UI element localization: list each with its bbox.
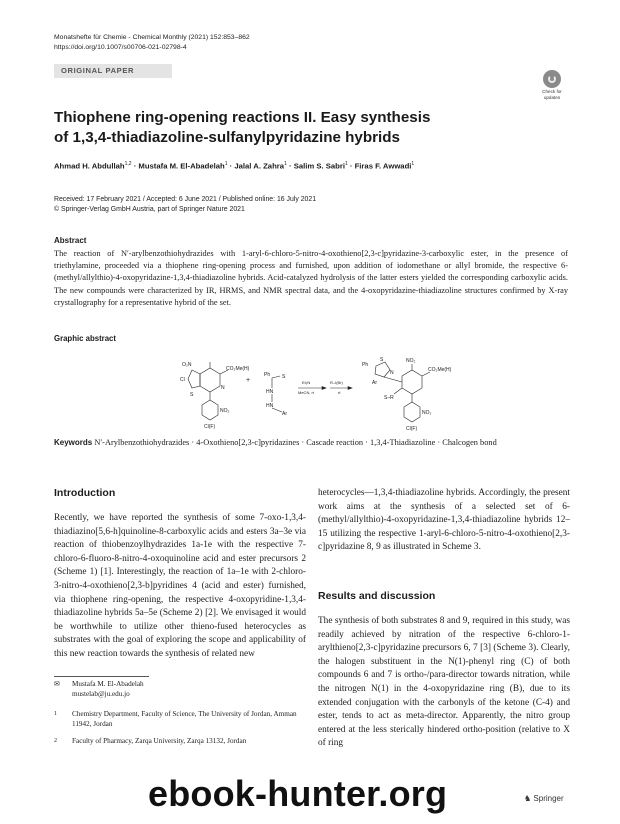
abstract-heading: Abstract <box>54 236 87 245</box>
author-name[interactable]: Mustafa M. El-Abadelah <box>138 161 225 171</box>
check-for-updates-badge[interactable] <box>536 70 568 100</box>
label-hn-2: HN <box>266 403 274 409</box>
label-s-thio: S <box>282 374 286 380</box>
label-no2-top: O₂N <box>182 362 192 368</box>
label-ester-1: CO₂Me(H) <box>226 366 250 372</box>
label-cl: Cl <box>180 377 185 383</box>
corresponding-email[interactable]: mustelab@ju.edu.jo <box>72 689 130 698</box>
introduction-heading: Introduction <box>54 487 116 499</box>
author-list: Ahmad H. Abdullah$^{1,2}$ · Mustafa M. El-Abadelah$^1$ · Jalal A. Zahra$^1$ · Salim S. Sabri$^1$ · Firas F. Awwadi$^1$ <box>54 161 415 171</box>
label-ar-2: Ar <box>372 380 377 386</box>
label-no2-product-ring: NO₂ <box>422 410 432 416</box>
publisher-name: Springer <box>533 794 564 803</box>
affiliation-number: 1 <box>54 711 57 717</box>
abstract-text: The reaction of N′-arylbenzothiohydrazides with 1-aryl-6-chloro-5-nitro-4-oxothieno[2,3-c]pyridazine-3-carboxylic ester, in the presence of triethylamine, proceeded via a thiophene ring-opening process and furnished, upon addition of iodomethane or allyl bromide, the respective 6-(methyl/allylthio)-4-oxopyridazine-1,3,4-thiadiazoline hybrids. Acid-catalyzed hydrolysis of the latter esters yielded the corresponding carboxylic acids. The new compounds were characterized by IR, HRMS, and NMR spectral data, and the 4-oxopyridazine-thiadiazoline structures confirmed by X-ray crystallography for a representative hybrid of the set. <box>54 249 568 307</box>
title-line-2: of 1,3,4-thiadiazoline-sulfanylpyridazine hybrids <box>54 129 401 146</box>
author-name[interactable]: Firas F. Awwadi <box>354 161 412 171</box>
introduction-text <box>54 512 306 662</box>
watermark: ebook-hunter.org <box>148 773 448 814</box>
publisher-logo <box>524 794 564 803</box>
title-line-1: Thiophene ring-opening reactions II. Easy synthesis <box>54 109 431 126</box>
reagent-alkyl-halide: R–I(Br) <box>330 380 343 385</box>
copyright-line: © Springer-Verlag GmbH Austria, part of Springer Nature 2021 <box>54 206 245 213</box>
author-affiliation: 1 <box>224 161 228 167</box>
label-ester-2: CO₂Me(H) <box>428 367 452 373</box>
corresponding-author: Mustafa M. El-Abadelah <box>72 680 144 688</box>
affiliation-2 <box>54 737 306 747</box>
keywords <box>54 437 568 449</box>
journal-citation: Monatshefte für Chemie - Chemical Monthly (2021) 152:853–862 <box>54 34 250 41</box>
check-updates-icon <box>543 70 561 88</box>
plus-sign: + <box>246 377 251 384</box>
author-affiliation: 1,2 <box>124 161 132 167</box>
keywords-text: N′-Arylbenzothiohydrazides · 4-Oxothieno[2,3-c]pyridazines · Cascade reaction · 1,3,4-Thiadiazoline · Chalcogen bond <box>94 438 497 447</box>
introduction-paragraph: Recently, we have reported the synthesis of some 7-oxo-1,3,4-thiadiazino[5,6-h]quinoline-8-carboxylic acids and esters 3a–3e via reaction of thiobenzoylhydrazides 1a-1e with the respective 7-chloro-6-fluoro-8-nitro-4-oxoquinoline acid and ester precursors 2 (Scheme 1) [1]. Interestingly, the reaction of 1a–1e with 2-chloro-3-nitro-4-oxothieno[2,3-b]pyridines 4 (acid and ester) furnished, via thiophene ring-opening, the respective 4-oxopyridine-1,3,4-thiadiazoline hybrids 5a–5e (Scheme 2) [2]. We envisaged it would be worthwhile to utilize other thieno-fused heterocycles as substrates with the goal of exploring the scope and applicability of this new reaction towards the synthesis of related new <box>54 513 306 659</box>
check-updates-line1: Check for <box>542 89 562 94</box>
label-ph-2: Ph <box>362 362 369 368</box>
author-affiliation: 1 <box>411 161 415 167</box>
label-clf-1: Cl(F) <box>204 424 216 430</box>
intro-continuation <box>318 487 570 555</box>
author-affiliation: 1 <box>344 161 348 167</box>
article-type-badge: ORIGINAL PAPER <box>54 64 172 78</box>
author-name[interactable]: Ahmad H. Abdullah <box>54 161 125 171</box>
thiohydrazide <box>272 376 282 412</box>
label-ar-1: Ar <box>282 411 287 417</box>
label-s-1: S <box>190 392 194 398</box>
label-s-2: S <box>380 357 384 363</box>
intro-continuation-paragraph: heterocycles—1,3,4-thiadiazoline hybrids. Accordingly, the present work aims at the synthesis of a selected set of 6-(methyl/allylthio)-4-oxopyridazine-1,3,4-thiadiazoline hybrids 12–15 utilizing the respective 1-aryl-6-chloro-5-nitro-4-oxothieno[2,3-c]pyridazine 8, 9 as illustrated in Scheme 3. <box>318 488 570 553</box>
label-ph: Ph <box>264 372 271 378</box>
affiliation-1 <box>54 710 306 729</box>
author-name[interactable]: Jalal A. Zahra <box>234 161 285 171</box>
label-no2-ring: NO₂ <box>220 408 230 414</box>
label-s-r: S–R <box>384 395 394 401</box>
author-name[interactable]: Salim S. Sabri <box>293 161 345 171</box>
springer-horse-icon: ♞ <box>524 794 532 803</box>
graphic-abstract-heading: Graphic abstract <box>54 334 116 343</box>
footnote-rule <box>54 676 149 677</box>
results-paragraph: The synthesis of both substrates 8 and 9, required in this study, was readily achieved by nitration of the respective 6-chloro-1-arylthieno[2,3-c]pyridazine precursors 6, 7 [3] (Scheme 3). Clearly, the halogen substituent in the N(1)-phenyl ring (C) of both compounds 6 and 7 is ortho-/para-director towards nitration, while the nitrogen N(1) in the 4-oxopyridazine ring (B), due to its extended conjugation with the carbonyls of the ketone (C-4) and ester, tends to act as meta-director. Apparently, the nitro group entered at the less sterically hindered ortho-position (relative to X of ring <box>318 616 570 749</box>
affiliation-number: 2 <box>54 738 57 744</box>
affiliation-text: Chemistry Department, Faculty of Science, The University of Jordan, Amman 11942, Jordan <box>72 710 297 728</box>
doi-line[interactable]: https://doi.org/10.1007/s00706-021-02798-4 <box>54 44 187 51</box>
label-n-1: N <box>221 385 225 391</box>
label-hn-1: HN <box>266 389 274 395</box>
affiliation-text: Faculty of Pharmacy, Zarqa University, Zarqa 13132, Jordan <box>72 737 247 745</box>
history-dates: Received: 17 February 2021 / Accepted: 6 June 2021 / Published online: 16 July 2021 <box>54 196 317 203</box>
reaction-scheme <box>180 352 460 432</box>
check-updates-line2: updates <box>543 95 561 100</box>
keywords-label: Keywords <box>54 438 93 447</box>
reagent-et3n: Et₃N <box>302 380 311 385</box>
label-no2-product: NO₂ <box>406 358 416 364</box>
envelope-icon: ✉ <box>54 680 61 688</box>
correspondence-note <box>54 680 306 699</box>
results-heading: Results and discussion <box>318 590 436 602</box>
reagent-mecn: MeCN, rt <box>298 390 314 395</box>
article-title <box>54 108 474 148</box>
results-text <box>318 615 570 751</box>
reagent-rt: rt <box>338 390 341 395</box>
label-n-2: N <box>390 370 394 376</box>
publication-dates <box>54 195 316 215</box>
label-clf-2: Cl(F) <box>406 426 418 432</box>
author-affiliation: 1 <box>284 161 287 167</box>
